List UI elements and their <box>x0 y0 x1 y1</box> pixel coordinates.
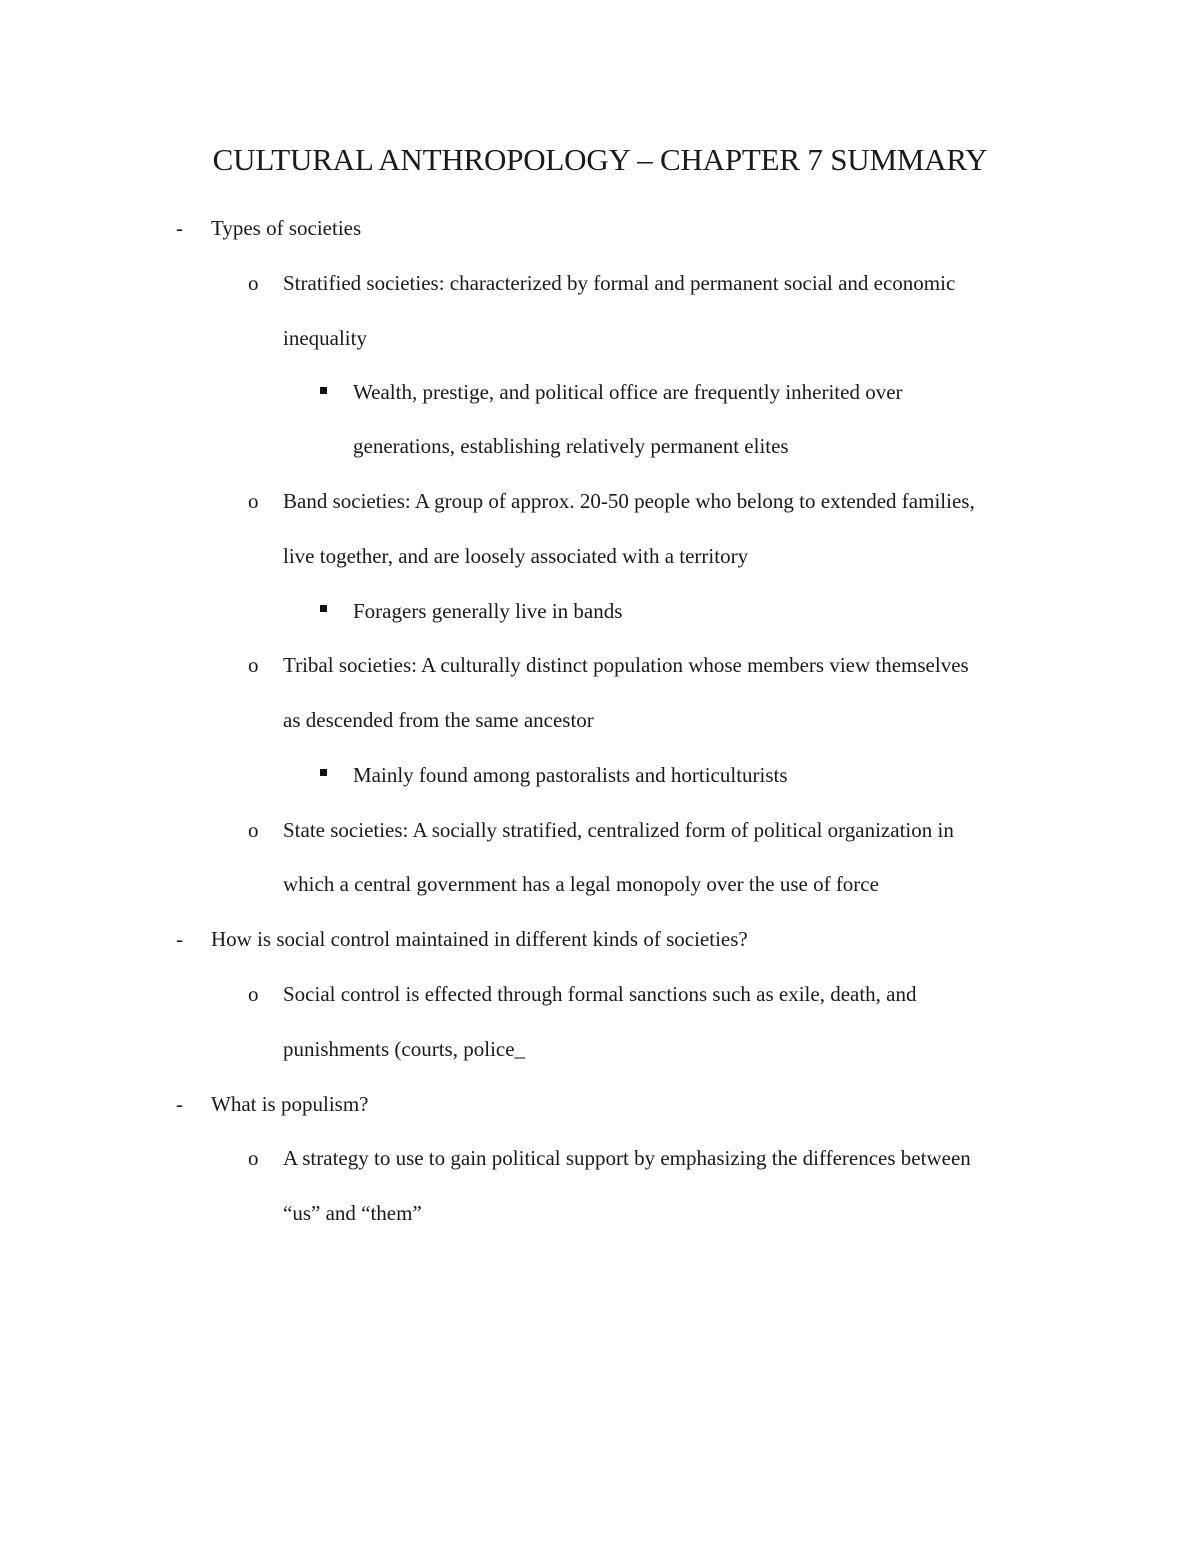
square-bullet-icon <box>320 605 327 612</box>
dash-bullet: - <box>176 216 183 240</box>
section-heading-social-control: How is social control maintained in different kinds of societies? <box>211 927 748 951</box>
list-item-state-line1: State societies: A socially stratified, centralized form of political organization in <box>283 818 954 842</box>
list-item-populism-line2: “us” and “them” <box>283 1201 422 1225</box>
list-item-stratified-line1: Stratified societies: characterized by formal and permanent social and economic <box>283 271 956 295</box>
section-heading-types-of-societies: Types of societies <box>211 216 362 240</box>
dash-bullet: - <box>176 927 183 951</box>
list-item-band-line2: live together, and are loosely associated with a territory <box>283 544 749 568</box>
list-item-band-line1: Band societies: A group of approx. 20-50 people who belong to extended families, <box>283 489 975 513</box>
circle-bullet: o <box>248 1146 259 1170</box>
document-title: CULTURAL ANTHROPOLOGY – CHAPTER 7 SUMMARY <box>212 142 988 177</box>
square-bullet-icon <box>320 769 327 776</box>
list-item-tribal-line2: as descended from the same ancestor <box>283 708 594 732</box>
list-item-populism-line1: A strategy to use to gain political support by emphasizing the differences between <box>283 1146 971 1170</box>
circle-bullet: o <box>248 982 259 1006</box>
list-item-social-control-line1: Social control is effected through formal sanctions such as exile, death, and <box>283 982 917 1006</box>
list-item-social-control-line2: punishments (courts, police_ <box>283 1037 526 1061</box>
sub-item-tribal-line1: Mainly found among pastoralists and horticulturists <box>353 763 788 787</box>
sub-item-band-line1: Foragers generally live in bands <box>353 599 623 623</box>
square-bullet-icon <box>320 387 327 394</box>
section-heading-populism: What is populism? <box>211 1092 369 1116</box>
circle-bullet: o <box>248 489 259 513</box>
sub-item-stratified-line2: generations, establishing relatively permanent elites <box>353 434 789 458</box>
list-item-tribal-line1: Tribal societies: A culturally distinct population whose members view themselves <box>283 653 969 677</box>
dash-bullet: - <box>176 1092 183 1116</box>
list-item-stratified-line2: inequality <box>283 326 367 350</box>
circle-bullet: o <box>248 271 259 295</box>
circle-bullet: o <box>248 818 259 842</box>
sub-item-stratified-line1: Wealth, prestige, and political office are frequently inherited over <box>353 380 903 404</box>
list-item-state-line2: which a central government has a legal monopoly over the use of force <box>283 872 879 896</box>
circle-bullet: o <box>248 653 259 677</box>
